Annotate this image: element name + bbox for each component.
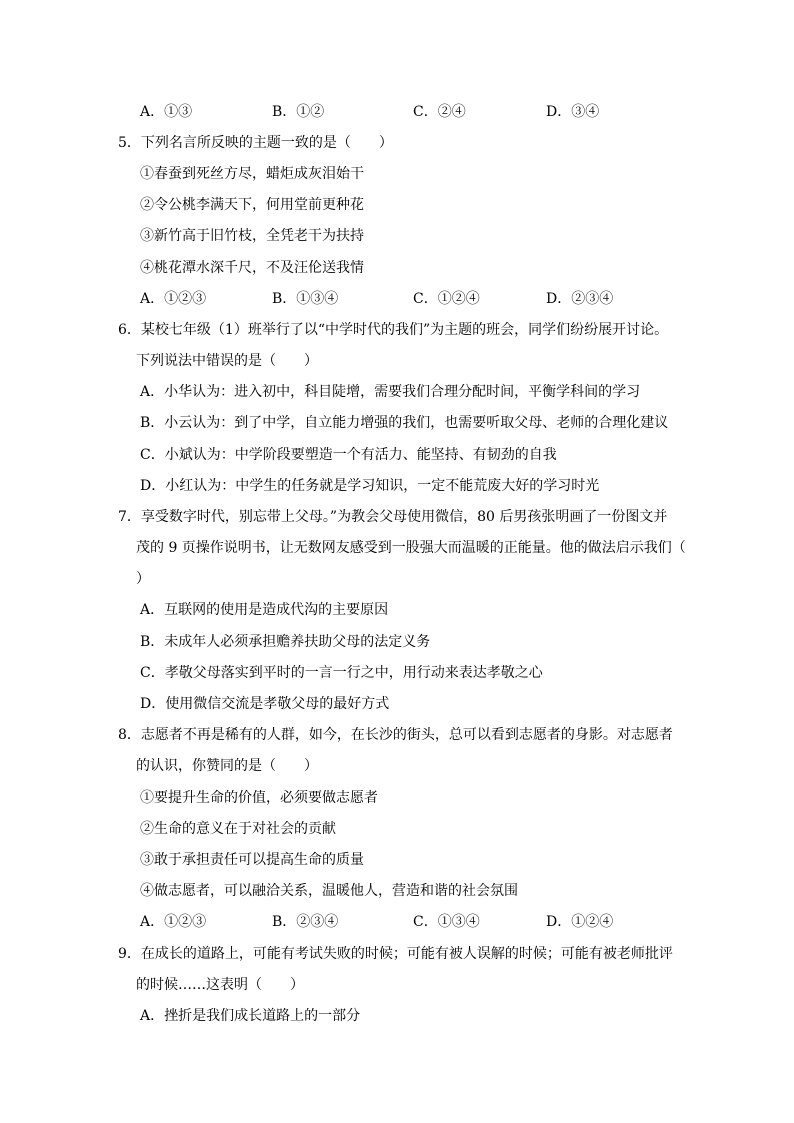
q7-option-a[interactable]: A．互联网的使用是造成代沟的主要原因 <box>140 602 389 618</box>
q7-option-d[interactable]: D．使用微信交流是孝敬父母的最好方式 <box>140 696 390 712</box>
q5-option-b[interactable]: B．①③④ <box>272 291 339 307</box>
q8-option-c[interactable]: C．①③④ <box>413 914 480 930</box>
q9-option-a[interactable]: A．挫折是我们成长道路上的一部分 <box>140 1008 361 1024</box>
q8-item-2: ②生命的意义在于对社会的贡献 <box>140 821 336 837</box>
q5-item-4: ④桃花潭水深千尺，不及汪伦送我情 <box>140 260 364 276</box>
q6-option-b[interactable]: B．小云认为：到了中学，自立能力增强的我们，也需要听取父母、老师的合理化建议 <box>140 415 669 431</box>
q6-option-d[interactable]: D．小红认为：中学生的任务就是学习知识，一定不能荒废大好的学习时光 <box>140 478 600 494</box>
q7-option-b[interactable]: B．未成年人必须承担赡养扶助父母的法定义务 <box>140 634 431 650</box>
q8-item-3: ③敢于承担责任可以提高生命的质量 <box>140 852 364 868</box>
q6-option-c[interactable]: C．小斌认为：中学阶段要塑造一个有活力、能坚持、有韧劲的自我 <box>140 447 557 463</box>
q7-stem-line-2: 茂的 9 页操作说明书，让无数网友感受到一股强大而温暖的正能量。他的做法启示我们（ <box>136 540 686 556</box>
q4-option-d[interactable]: D．③④ <box>546 104 600 120</box>
q8-stem-line-2: 的认识，你赞同的是（ ） <box>136 758 318 774</box>
q8-option-d[interactable]: D．①②④ <box>546 914 614 930</box>
q7-stem-line-3: ） <box>136 571 150 587</box>
q9-stem-line-1: 9．在成长的道路上，可能有考试失败的时候；可能有被人误解的时候；可能有被老师批评 <box>118 946 673 962</box>
q7-option-c[interactable]: C．孝敬父母落实到平时的一言一行之中，用行动来表达孝敬之心 <box>140 665 543 681</box>
q5-option-d[interactable]: D．②③④ <box>546 291 614 307</box>
q4-option-c[interactable]: C．②④ <box>413 104 466 120</box>
q4-option-b[interactable]: B．①② <box>272 104 325 120</box>
q8-stem-line-1: 8．志愿者不再是稀有的人群，如今，在长沙的街头，总可以看到志愿者的身影。对志愿者 <box>118 727 673 743</box>
q5-options <box>140 289 700 309</box>
q6-option-a[interactable]: A．小华认为：进入初中，科目陡增，需要我们合理分配时间，平衡学科间的学习 <box>140 384 641 400</box>
q9-stem-line-2: 的时候……这表明（ ） <box>136 977 304 993</box>
q5-option-c[interactable]: C．①②④ <box>413 291 480 307</box>
q8-option-b[interactable]: B．②③④ <box>272 914 339 930</box>
q8-item-4: ④做志愿者，可以融洽关系，温暖他人，营造和谐的社会氛围 <box>140 883 518 899</box>
q6-stem-line-2: 下列说法中错误的是（ ） <box>136 353 318 369</box>
q5-item-3: ③新竹高于旧竹枝，全凭老干为扶持 <box>140 228 364 244</box>
q4-options <box>140 102 700 122</box>
q5-item-2: ②令公桃李满天下，何用堂前更种花 <box>140 197 364 213</box>
q4-option-a[interactable]: A．①③ <box>140 104 193 120</box>
q8-options <box>140 912 700 932</box>
q7-stem-line-1: 7．享受数字时代，别忘带上父母。”为教会父母使用微信，80 后男孩张明画了一份图文并 <box>118 509 668 525</box>
q5-option-a[interactable]: A．①②③ <box>140 291 207 307</box>
q5-item-1: ①春蚕到死丝方尽，蜡炬成灰泪始干 <box>140 166 364 182</box>
q6-stem-line-1: 6．某校七年级（1）班举行了以“中学时代的我们”为主题的班会，同学们纷纷展开讨论。 <box>118 322 669 338</box>
q5-stem: 5．下列名言所反映的主题一致的是（ ） <box>118 135 393 151</box>
q8-item-1: ①要提升生命的价值，必须要做志愿者 <box>140 790 378 806</box>
q8-option-a[interactable]: A．①②③ <box>140 914 207 930</box>
